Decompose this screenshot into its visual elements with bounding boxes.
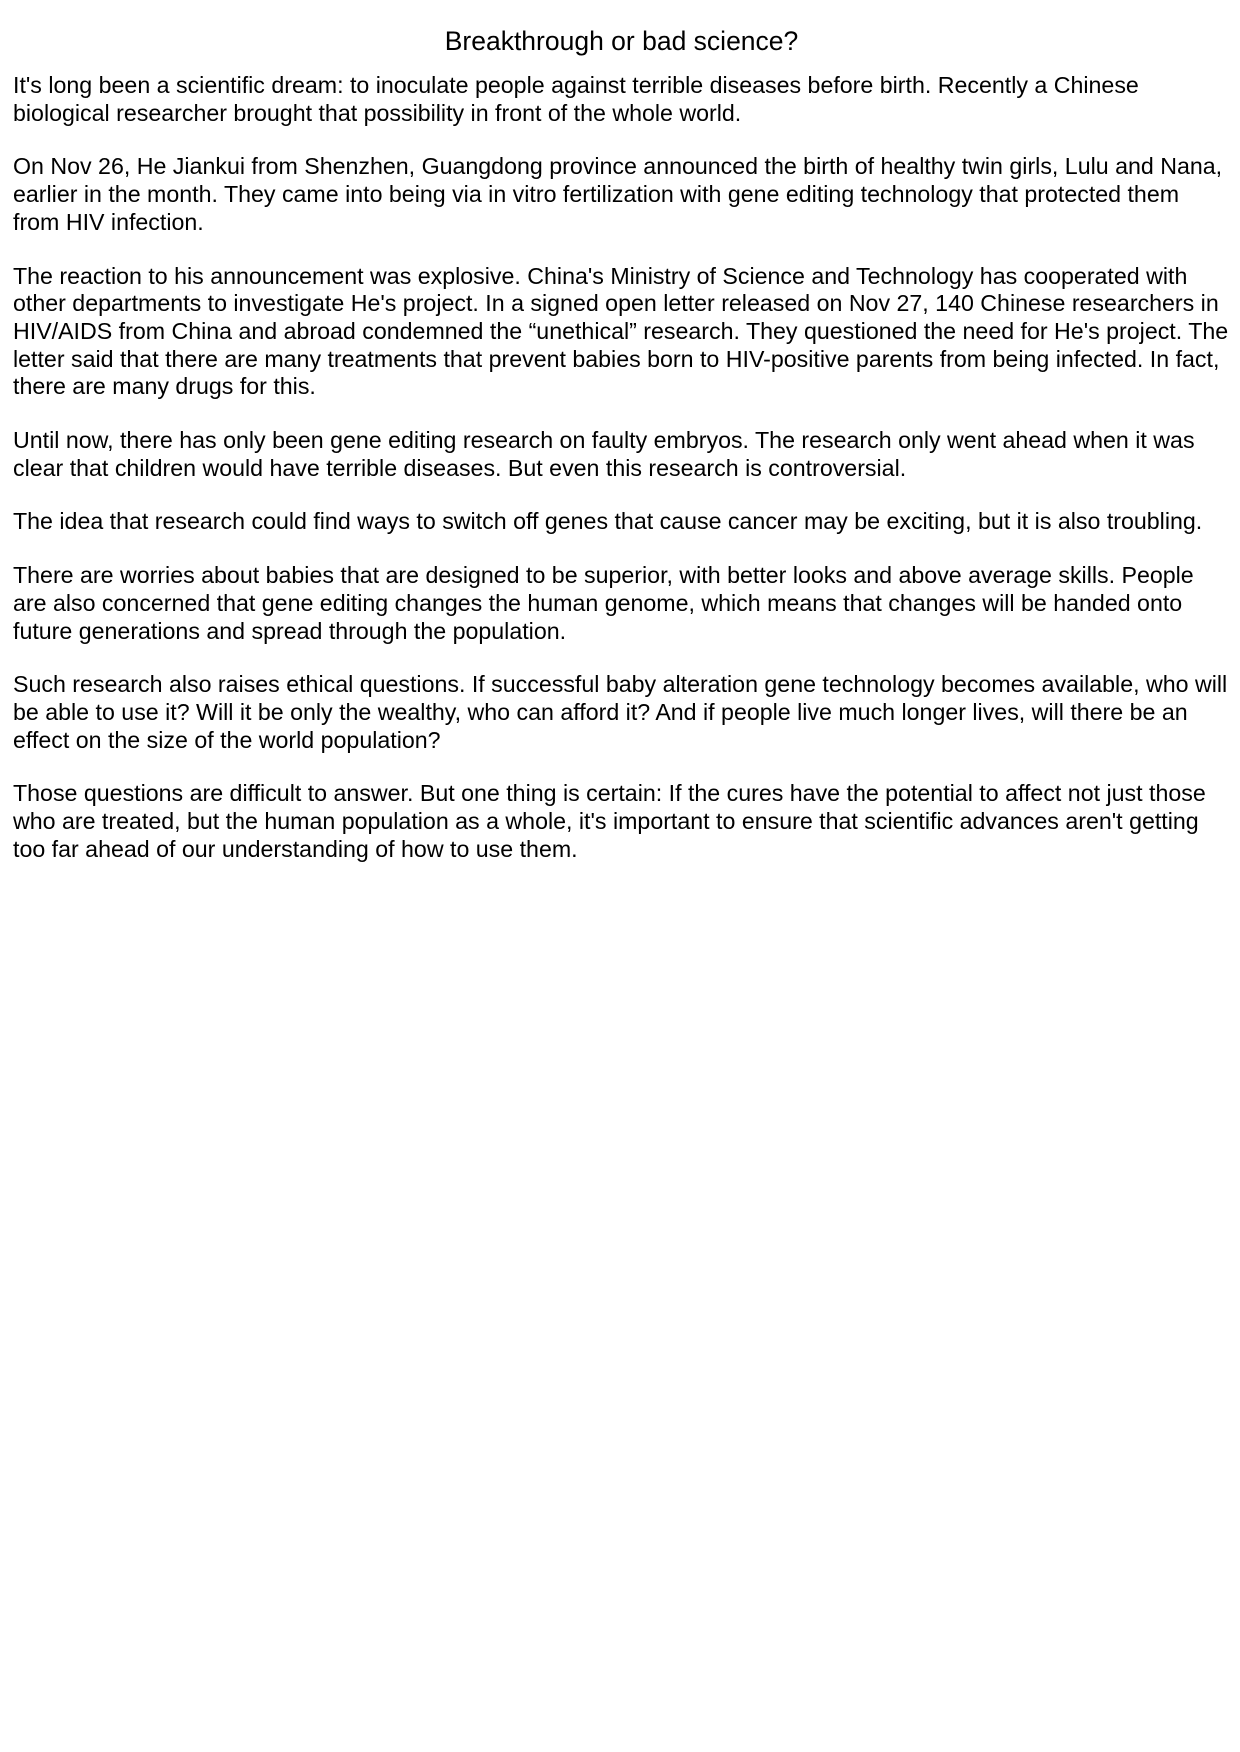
paragraph-4: Until now, there has only been gene editing research on faulty embryos. The research only went ahead when it was clear that children would have terrible diseases. But even this research is controversial. (13, 427, 1195, 481)
paragraph-3: The reaction to his announcement was explosive. China's Ministry of Science and Technology has cooperated with other departments to investigate He's project. In a signed open letter released on Nov 27, 140 Chinese researchers in HIV/AIDS from China and abroad condemned the “unethical” research. They questioned the need for He's project. The letter said that there are many treatments that prevent babies born to HIV-positive parents from being infected. In fact, there are many drugs for this. (13, 262, 1229, 400)
paragraph-8: Those questions are difficult to answer. But one thing is certain: If the cures have the potential to affect not just those who are treated, but the human population as a whole, it's important to ensure that scientific advances aren't getting too far ahead of our understanding of how to use them. (13, 780, 1206, 862)
paragraph-7: Such research also raises ethical questions. If successful baby alteration gene technology becomes available, who will be able to use it? Will it be only the wealthy, who can afford it? And if people live much longer lives, will there be an effect on the size of the world population? (13, 671, 1228, 753)
paragraph-2: On Nov 26, He Jiankui from Shenzhen, Guangdong province announced the birth of healthy twin girls, Lulu and Nana, earlier in the month. They came into being via in vitro fertilization with gene editing technology that protected them from HIV infection. (13, 153, 1223, 235)
paragraph-1: It's long been a scientific dream: to inoculate people against terrible diseases before birth. Recently a Chinese biological researcher brought that possibility in front of the whole world. (13, 72, 1139, 126)
article-title: Breakthrough or bad science? (444, 26, 799, 56)
paragraph-5: The idea that research could find ways to switch off genes that cause cancer may be exciting, but it is also troubling. (13, 508, 1203, 535)
paragraph-6: There are worries about babies that are designed to be superior, with better looks and above average skills. People are also concerned that gene editing changes the human genome, which means that changes will be handed onto future generations and spread through the population. (13, 562, 1194, 644)
